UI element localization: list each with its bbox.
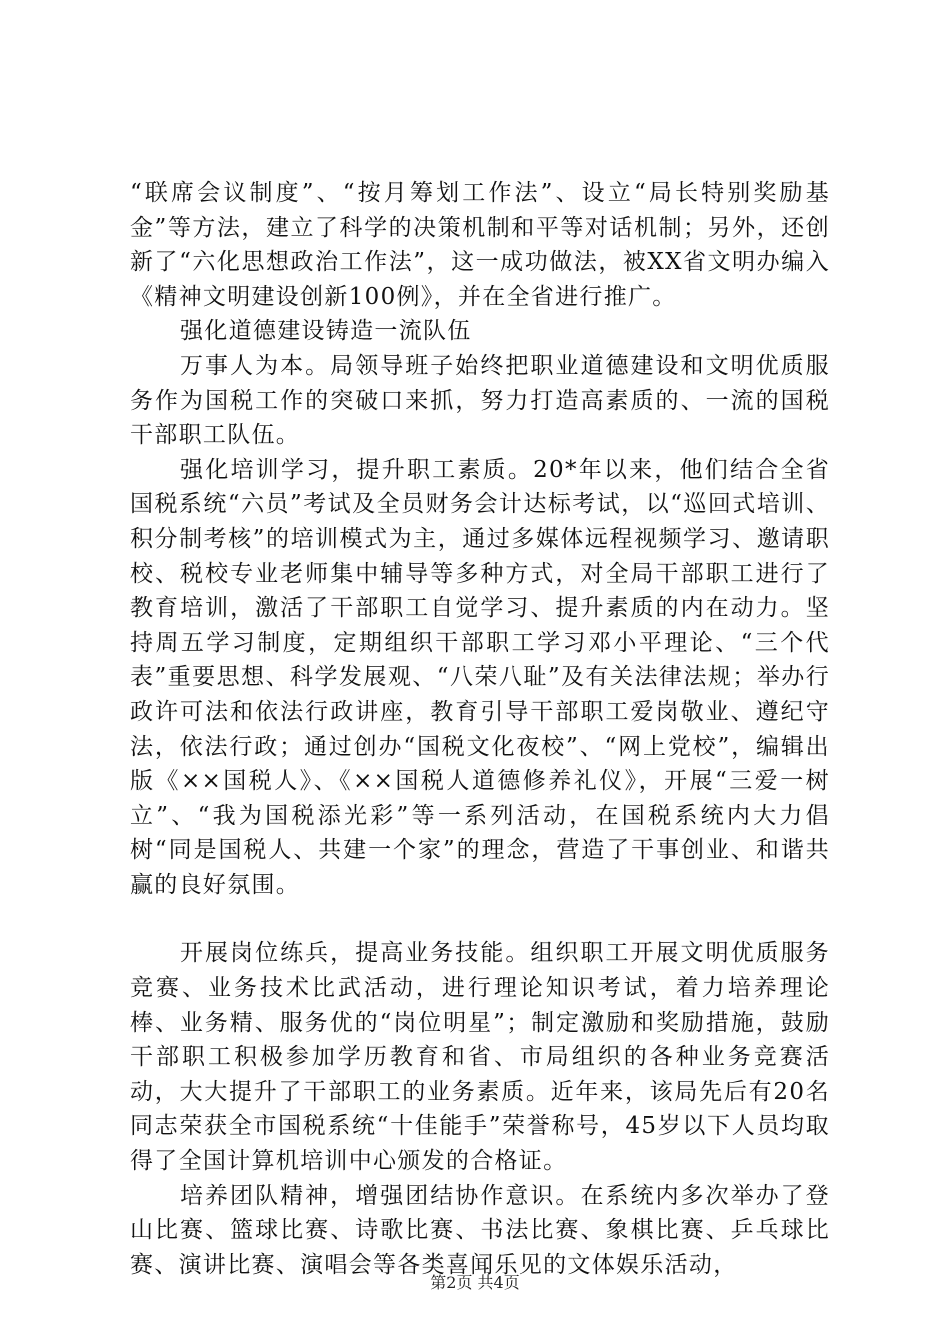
section-heading: 强化道德建设铸造一流队伍 [180, 318, 472, 345]
page-number-footer: 第2页 共4页 [430, 1273, 520, 1292]
paragraph-training: 强化培训学习，提升职工素质。20*年以来，他们结合全省国税系统“六员”考试及全员财务会计达标考试，以“巡回式培训、积分制考核”的培训模式为主，通过多媒体远程视频学习、邀请职校、税校专业老师集中辅导等多种方式，对全局干部职工进行了教育培训，激活了干部职工自觉学习、提升素质的内在动力。坚持周五学习制度，定期组织干部职工学习邓小平理论、“三个代表”重要思想、科学发展观、“八荣八耻”及有关法律法规；举办行政许可法和依法行政讲座，教育引导干部职工爱岗敬业、遵纪守法，依法行政；通过创办“国税文化夜校”、“网上党校”，编辑出版《××国税人》、《××国税人道德修养礼仪》，开展“三爱一树立”、“我为国税添光彩”等一系列活动，在国税系统内大力倡树“同是国税人、共建一个家”的理念，营造了干事创业、和谐共赢的良好氛围。 [130, 456, 830, 898]
paragraph-continuation: “联席会议制度”、“按月筹划工作法”、设立“局长特别奖励基金”等方法，建立了科学的决策机制和平等对话机制；另外，还创新了“六化思想政治工作法”，这一成功做法，被XX省文明办编入《精神文明建设创新100例》，并在全省进行推广。 [130, 180, 830, 310]
document-body [130, 176, 830, 1282]
paragraph-intro: 万事人为本。局领导班子始终把职业道德建设和文明优质服务作为国税工作的突破口来抓，努力打造高素质的、一流的国税干部职工队伍。 [130, 352, 830, 449]
paragraph-skills: 开展岗位练兵，提高业务技能。组织职工开展文明优质服务竞赛、业务技术比武活动，进行理论知识考试，着力培养理论棒、业务精、服务优的“岗位明星”；制定激励和奖励措施，鼓励干部职工积极参加学历教育和省、市局组织的各种业务竞赛活动，大大提升了干部职工的业务素质。近年来，该局先后有20名同志荣获全市国税系统“十佳能手”荣誉称号，45岁以下人员均取得了全国计算机培训中心颁发的合格证。 [130, 940, 830, 1175]
paragraph-team-spirit: 培养团队精神，增强团结协作意识。在系统内多次举办了登山比赛、篮球比赛、诗歌比赛、书法比赛、象棋比赛、乒乓球比赛、演讲比赛、演唱会等各类喜闻乐见的文体娱乐活动， [130, 1182, 830, 1278]
paragraph-spacer [130, 902, 830, 936]
